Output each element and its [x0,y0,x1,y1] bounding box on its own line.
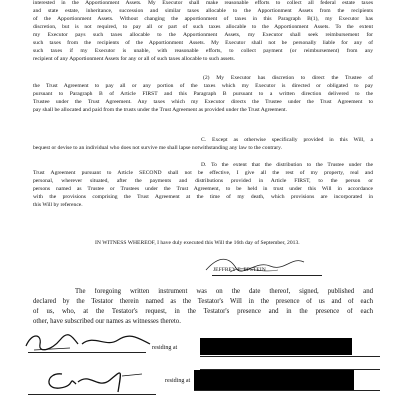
testator-signature-line [212,275,322,276]
text-line: pursuant to Paragraph B of Article FIRST and this Paragraph B pursuant to a written direction delivered to the [33,91,373,97]
witness-2-signature [38,366,148,396]
witness-1-signature-line [28,352,146,353]
text-line: pay shall be allocated and paid from the trusts under the Trust Agreement as provided under the Trust Agreement. [33,107,287,113]
text-line: my Executor pays such taxes allocable to the Apportionment Assets, my Executor shall seek reimbursement for [33,32,373,38]
text-line: (2) My Executor has discretion to direct the Trustee of [203,75,373,81]
residing-address-line-1 [200,356,380,357]
testator-name: JEFFREY E. EPSTEIN [213,267,266,273]
text-line: personal, wherever situated, after the payments and distributions provided in Article FIRST, to the person or [33,178,373,184]
witness-1-signature [22,330,154,354]
text-line: persons named as Trustee or Trustees under the Trust Agreement, to be held in trust under this Will in accordance [33,186,373,192]
text-line: D. To the extent that the distribution to the Trustee under the [201,162,373,168]
text-line: recipient of any Apportionment Assets for any or all of such taxes allocable to such assets. [33,56,235,62]
redaction-box-2 [194,370,354,390]
text-line: Trust Agreement pursuant to Article SECOND shall not be effective, I give all the rest of my property, real and [33,170,373,176]
text-line: the Trust Agreement to pay all or any portion of the taxes which my Executor is directed or obligated to pay [33,83,373,89]
text-line: The foregoing written instrument was on the date thereof, signed, published and [75,288,373,295]
text-line: C. Except as otherwise specifically provided in this Will, a [201,137,373,143]
residing-at-label-2: residing at [165,378,191,384]
text-line: with the provisions comprising the Trust Agreement at the time of my death, which provisions are incorporated in [33,194,373,200]
witness-clause: IN WITNESS WHEREOF, I have duly executed this Will the 16th day of September, 2013. [95,240,300,246]
text-line: this Will by reference. [33,202,83,208]
text-line: such taxes if my Executor is unable, with reasonable efforts, to collect payment (or reimbursement) from any [33,48,373,54]
text-line: other, have subscribed our names as witnesses thereto. [33,318,181,325]
witness-2-signature-line [28,394,156,395]
text-line: such taxes from the recipients of the Apportionment Assets. My Executor shall not be personally liable for any of [33,40,373,46]
text-line: declared by the Testator therein named as the Testator's Will in the presence of us and of each [33,298,373,305]
text-line: Trustee under the Trust Agreement. Any taxes which my Executor directs the Trustee under the Trust Agreement to [33,99,373,105]
text-line: of us, who, at the Testator's request, in the Testator's presence and in the presence of each [33,308,373,315]
residing-address-line-2 [194,390,380,391]
text-line: interested in the Apportionment Assets. My Executor shall make reasonable efforts to collect all federal estate taxes [33,0,373,6]
redaction-box-1 [200,338,352,355]
text-line: of the Apportionment Assets. Without changing the apportionment of taxes in this Paragraph B(1), my Executor has [33,16,373,22]
text-line: discretion, but is not required, to pay all or part of such taxes allocable to the Apportionment Assets. To the extent [33,24,373,30]
text-line: and state estate, inheritance, succession and similar taxes allocable to the Apportionment Assets from the recipients [33,8,373,14]
text-line: bequest or devise to an individual who does not survive me shall lapse notwithstanding any law to the contrary. [33,145,282,151]
residing-at-label-1: residing at [152,345,178,351]
